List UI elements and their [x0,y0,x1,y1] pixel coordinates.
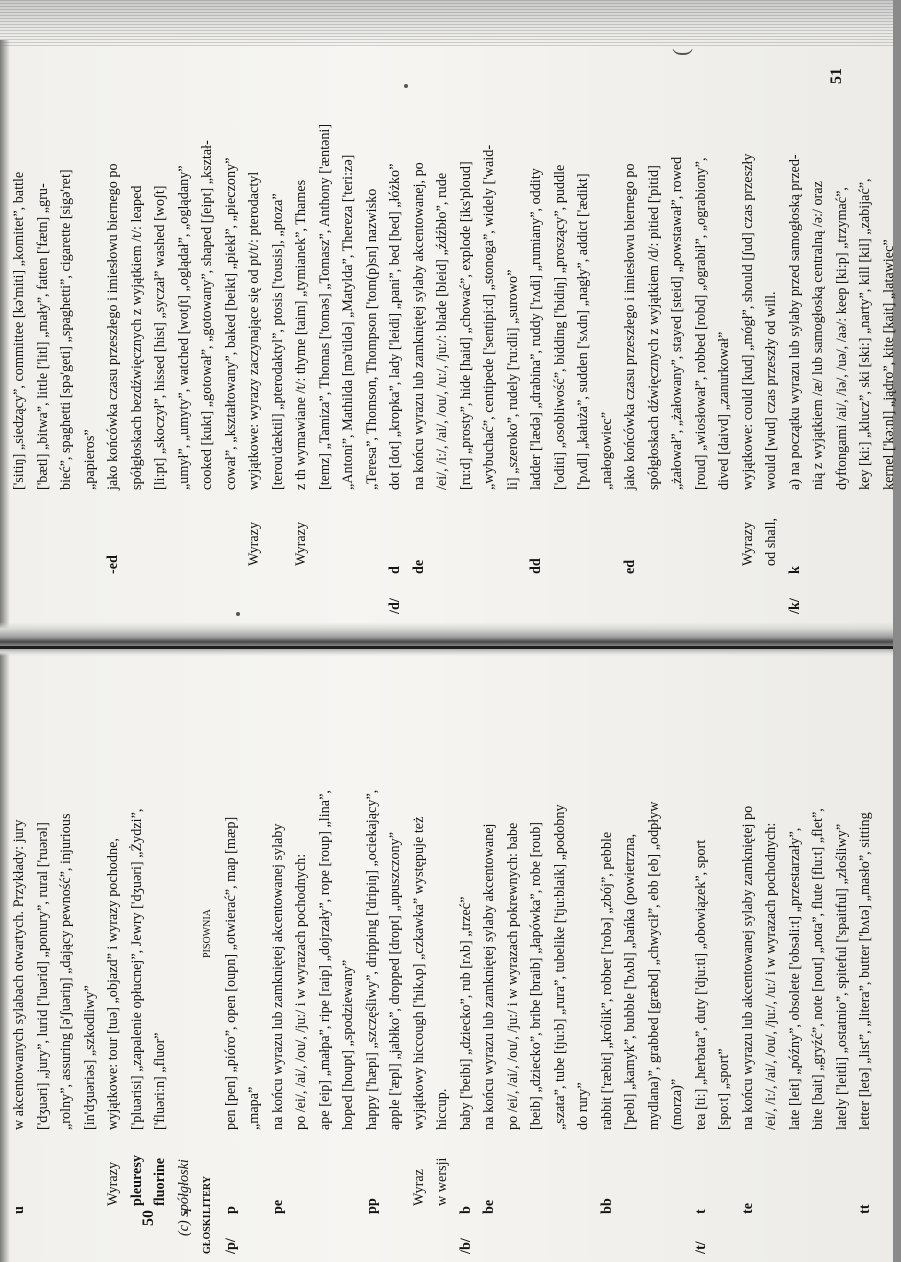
letter-label: pleuresy [128,1155,145,1206]
text-line [361,678,385,1258]
text-line [643,33,667,618]
text-line [784,33,808,618]
text-content: spółgłoskach bezdźwięcznych z wyjątkiem /t/: leaped [128,185,145,490]
text-content: a) na początku wyrazu lub sylaby przed samogłoską przed- [786,154,803,490]
text-content: pen [pen] „pióro”, open [oupn] „otwierać”, map [mæp] [222,816,239,1130]
text-content: „mapa” [246,1086,262,1130]
text-line [408,678,432,1258]
text-content: wyjątkowe: tour [tuə] „objazd” i wyrazy pochodne, [105,838,121,1130]
gutter-line [0,646,893,649]
text-line [32,678,56,1258]
text-line [361,33,385,618]
text-line [760,678,784,1258]
text-line [384,678,408,1258]
text-content: ['pebl] „kamyk”, bubble ['bʌbl] „bańka (powietrzna, [622,833,638,1130]
text-content: [terou'dæktil] „pterodaktyl”, ptosis ['tousis], „ptoza” [269,193,286,490]
text-content: (morza)” [669,1078,685,1130]
lower-page [8,678,888,1258]
letter-label: Wyrazy [739,521,756,566]
text-content: [roud] „wiosłował”, robbed [robd] „ograbił”, „ograbiony”, [692,157,709,490]
text-line [760,33,784,618]
text-content: dot [dot] „kropka”, lady ['leidi] „pani”, bed [bed] „łóżko” [387,163,403,490]
text-content: „szata”, tube [tju:b] „rura”, tubelike ['tju:blaik] „podobny [551,804,568,1130]
text-line [807,33,831,618]
text-content: cował”, „kształtowany”, baked [beikt] „piekł”, „pieczony” [222,157,239,490]
text-content: ['bætl] „bitwa”, little ['litl] „mały”, fatten ['fætn] „gru- [34,183,51,490]
text-line [196,33,220,618]
text-content: [li:pt] „skoczył”, hissed [hist] „syczał” washed [woʃt] [152,185,168,490]
text-line [431,33,455,618]
text-line [102,33,126,618]
text-line [807,678,831,1258]
text-line [478,33,502,618]
text-content: dyftongami /ai/, /iə/, /uə/, /aə/: keep [ki:p] „trzymać”, [833,187,850,490]
text-content: /ei/, /i:/, /ai/, /ou/, /ju:/, /u:/ i w wyrazach pochodnych: [763,822,779,1130]
text-line [220,33,244,618]
letter-label: k [786,566,803,574]
text-line [173,678,197,1258]
letter-label: u [11,1206,27,1214]
text-line [337,33,361,618]
text-content: /ei/, /i:/, /ai/, /ou/, /u:/, /ju:/: blade [bleid] „źdźbło”, rude [434,172,450,490]
text-content: „żałował”, „żałowany”, stayed [steid] „powstawał”, rowed [669,156,685,490]
text-content: ['fluəri:n] „fluor” [152,1032,168,1130]
text-content: rabbit ['ræbit] „królik”, robber ['robə] „zbój”, pebble [598,831,615,1130]
text-content: ['sitiŋ] „siedzący”, committee [kə'miti] „komitet”, battle [11,171,27,490]
text-content: wyjątkowe: could [kud] „mógł”, should [ʃud] czas przeszły [739,153,756,490]
text-content: dived [daivd] „zanurkował” [716,331,732,490]
text-content: ['pluərisi] „zapalenie opłucnej”, Jewry ['dʒuəri] „Żydzi”, [128,808,145,1130]
text-line [549,33,573,618]
text-content: cooked [kukt] „gotował”, „gotowany”, shaped [ʃeipt] „kształ- [199,140,215,490]
letter-label: Wyraz [410,1169,427,1206]
text-content: jako końcówka czasu przeszłego i imiesłowu biernego po [622,163,638,490]
text-line [619,678,643,1258]
text-line [713,33,737,618]
letter-label: od shall, [763,517,779,566]
text-line [666,678,690,1258]
text-content: „wybuchać”, centipede ['sentipi:d] „stonoga”, widely ['waid- [481,144,497,490]
letter-label: te [739,1202,756,1214]
text-line [455,33,479,618]
text-line [737,33,761,618]
text-content: would [wud] czas przeszły od will. [763,291,779,490]
text-content: „rolny”, assuring [ə'ʃuəriŋ] „dający pewność”, injurious [58,813,74,1130]
text-line [502,33,526,618]
text-content: ['oditi] „osobliwość”, bidding ['bidiŋ] „proszący”, puddle [551,164,568,490]
text-content: late [leit] „późny”, obsolete ['obsəli:t] „przestarzały”, [786,827,803,1130]
text-line [478,678,502,1258]
text-line [55,678,79,1258]
letter-label: pe [269,1199,286,1214]
letter-label: fluorine [152,1157,168,1206]
letter-label: b [457,1206,474,1214]
text-content: [temz] „Tamiza”, Thomas ['toməs] „Tomasz”, Anthony ['æntəni] [316,123,333,490]
text-content: na końcu wyrazu lub zamkniętej sylaby akcentowanej, po [410,162,427,490]
text-content: bieć”, spaghetti [spə'geti] „spaghetti”, cigarette [sigə'ret] [58,169,74,490]
page-number-upper: 51 [828,68,845,84]
text-content: po /ei/, /ai/, /ou/, /ju:/ i w wyrazach pochodnych: [293,853,309,1130]
text-line [831,678,855,1258]
phoneme-label: /t/ [692,1241,709,1254]
text-line [267,678,291,1258]
text-content: jako końcówka czasu przeszłego i imiesłowu biernego po [105,163,121,490]
letter-label: pp [363,1198,380,1214]
text-content: ape [eip] „małpa”, ripe [raip] „dojrzały”, rope [roup] „lina”, [316,790,333,1130]
text-line [572,33,596,618]
upper-page [8,33,897,618]
phoneme-label: GŁOSKI [202,1214,213,1254]
text-content: [ru:d] „prosty”, hide [haid] „chować”, explode [iks'ploud] [457,161,474,490]
phoneme-label: /d/ [387,598,403,614]
pen-mark: ( [668,48,693,56]
text-line [126,678,150,1258]
text-line [337,678,361,1258]
text-line [102,678,126,1258]
text-line [502,678,526,1258]
text-content: „Antoni”, Mathilda [mə'tildə] „Matylda”, Thereza ['teri:zə] [340,154,356,490]
text-content: hiccup. [434,1088,450,1130]
text-content: mydlana)”, grabbed [græbd] „chwycił”, ebb [eb] „odpływ [645,801,662,1130]
text-content: na końcu wyrazu lub akcentowanej sylaby zamkniętej po [739,805,756,1130]
phoneme-label: /p/ [222,1238,239,1254]
text-content: key [ki:] „klucz”, ski [ski:] „narty”, kill [kil] „zabijać”, [857,178,873,490]
letter-label: Wyrazy [105,1161,121,1206]
text-line [79,678,103,1258]
text-line [196,678,220,1258]
text-line [384,33,408,618]
letter-label: t [692,1209,709,1214]
text-line [525,678,549,1258]
text-content: tea [ti:] „herbata”, duty ['dju:ti] „obowiązek”, sport [692,839,709,1130]
text-content: „nałogowiec” [598,412,615,490]
text-line [431,678,455,1258]
text-line [55,33,79,618]
text-line [596,33,620,618]
text-content: li] „szeroko”, rudely ['ru:dli] „surowo” [504,269,521,490]
text-line [784,678,808,1258]
text-content: hoped [houpt] „spodziewany” [340,959,356,1130]
phoneme-label: /b/ [457,1238,474,1254]
text-line [243,33,267,618]
text-line [79,33,103,618]
text-content: wyjątkowe: wyrazy zaczynające się od pt/t/: pterodactyl [246,171,262,490]
text-line [8,678,32,1258]
text-line [267,33,291,618]
text-line [243,678,267,1258]
text-content: ['dʒuəri] „jury”, lurid ['luərid] „ponury”, rural ['ruərəl] [34,822,51,1130]
text-line [831,33,855,618]
text-line [220,678,244,1258]
text-content: [in'dʒuəriəs] „szkodliwy” [81,985,98,1130]
text-line [173,33,197,618]
letter-label: LITERY [202,1176,213,1214]
text-content: happy ['hæpi] „szczęśliwy”, dripping ['dripiŋ] „ociekający”, [363,789,380,1130]
text-content: letter [letə] „list”, „litera”, butter ['bʌtə] „masło”, sitting [857,812,873,1130]
phoneme-label: /k/ [786,598,803,614]
text-line [619,33,643,618]
book-gutter [0,622,893,656]
text-content: [spo:t] „sport” [716,1048,732,1130]
text-content: „Teresa”, Thomson, Thompson ['tom(p)sn] nazwisko [363,188,380,490]
letter-label: -ed [105,555,121,574]
text-line [596,678,620,1258]
text-line [408,33,432,618]
text-content: do rury” [575,1082,591,1130]
text-line [149,678,173,1258]
text-line [690,33,714,618]
letter-label: Wyrazy [293,521,309,566]
letter-label: de [410,559,427,574]
text-line [854,678,878,1258]
letter-label: Wyrazy [246,521,262,566]
letter-label: (c) spółgłoski [175,1159,192,1236]
text-line [314,33,338,618]
text-line [525,33,549,618]
text-content: wyjątkowy hiccough ['hikʌp] „czkawka” występuje też [410,816,427,1130]
text-line [854,33,878,618]
text-content: bite [bait] „gryźć”, note [nout] „nota”, flute [flu:t] „flet”, [810,808,826,1130]
text-line [290,678,314,1258]
text-content: w akcentowanych sylabach otwartych. Przykłady: jury [11,819,27,1130]
letter-label: ed [622,559,638,574]
text-content: ['pʌdl] „kałuża”, sudden ['sʌdn] „nagły”, addict ['ædikt] [575,173,591,490]
text-content: z th wymawiane /t/: thyme [taim] „tymianek”, Thames [293,179,309,490]
text-line [666,33,690,618]
letter-label: bb [598,1198,615,1214]
text-content: „umył”, „umyty”, watched [wotʃt] „oglądał”, „oglądany” [175,165,192,490]
text-content: spółgłoskach dźwięcznych z wyjątkiem /d/: pitied ['pitid] [645,165,662,490]
text-line [8,33,32,618]
text-content: lately ['leitli] „ostatnio”, spiteful ['spaitful] „złośliwy” [833,823,850,1130]
text-content: po /ei/, /ai/, /ou/, /ju:/ i w wyrazach pokrewnych: babe [504,822,521,1130]
text-content: baby ['beibi] „dziecko”, rub [rʌb] „trzeć” [457,896,474,1130]
text-content: [beib] „dziecko”, bribe [braib] „łapówka”, robe [roub] [528,821,544,1130]
text-line [713,678,737,1258]
text-line [32,33,56,618]
text-line [737,678,761,1258]
text-content: PISOWNIA [202,909,213,958]
text-content: nią z wyjątkiem /æ/ lub samogłoską centralną /ə:/ oraz [810,181,826,490]
text-content: kernel ['kə:nl] „jądro”, kite [kait] „latawiec” [880,239,897,490]
letter-label: w wersji [434,1157,450,1206]
text-content: na końcu wyrazu lub zamkniętej akcentowanej sylaby [269,823,286,1130]
letter-label: d [387,566,403,574]
text-content: „papieros” [81,429,98,490]
text-line [314,678,338,1258]
letter-label: p [222,1206,239,1214]
letter-label: tt [857,1204,873,1214]
letter-label: dd [528,558,544,574]
text-line [572,678,596,1258]
text-line [126,33,150,618]
text-content: ladder ['lædə] „drabina”, ruddy ['rʌdi] „rumiany”, oddity [528,168,544,490]
text-line [455,678,479,1258]
text-line [290,33,314,618]
text-content: na końcu wyrazu lub zamkniętej sylaby akcentowanej [481,823,497,1130]
text-line [643,678,667,1258]
letter-label: be [481,1199,497,1214]
text-line [878,33,901,618]
page-number-lower: 50 [140,1210,157,1226]
text-line [549,678,573,1258]
text-line [149,33,173,618]
text-content: apple ['æpl] „jabłko”, dropped [dropt] „upuszczony” [387,831,403,1130]
text-line [690,678,714,1258]
